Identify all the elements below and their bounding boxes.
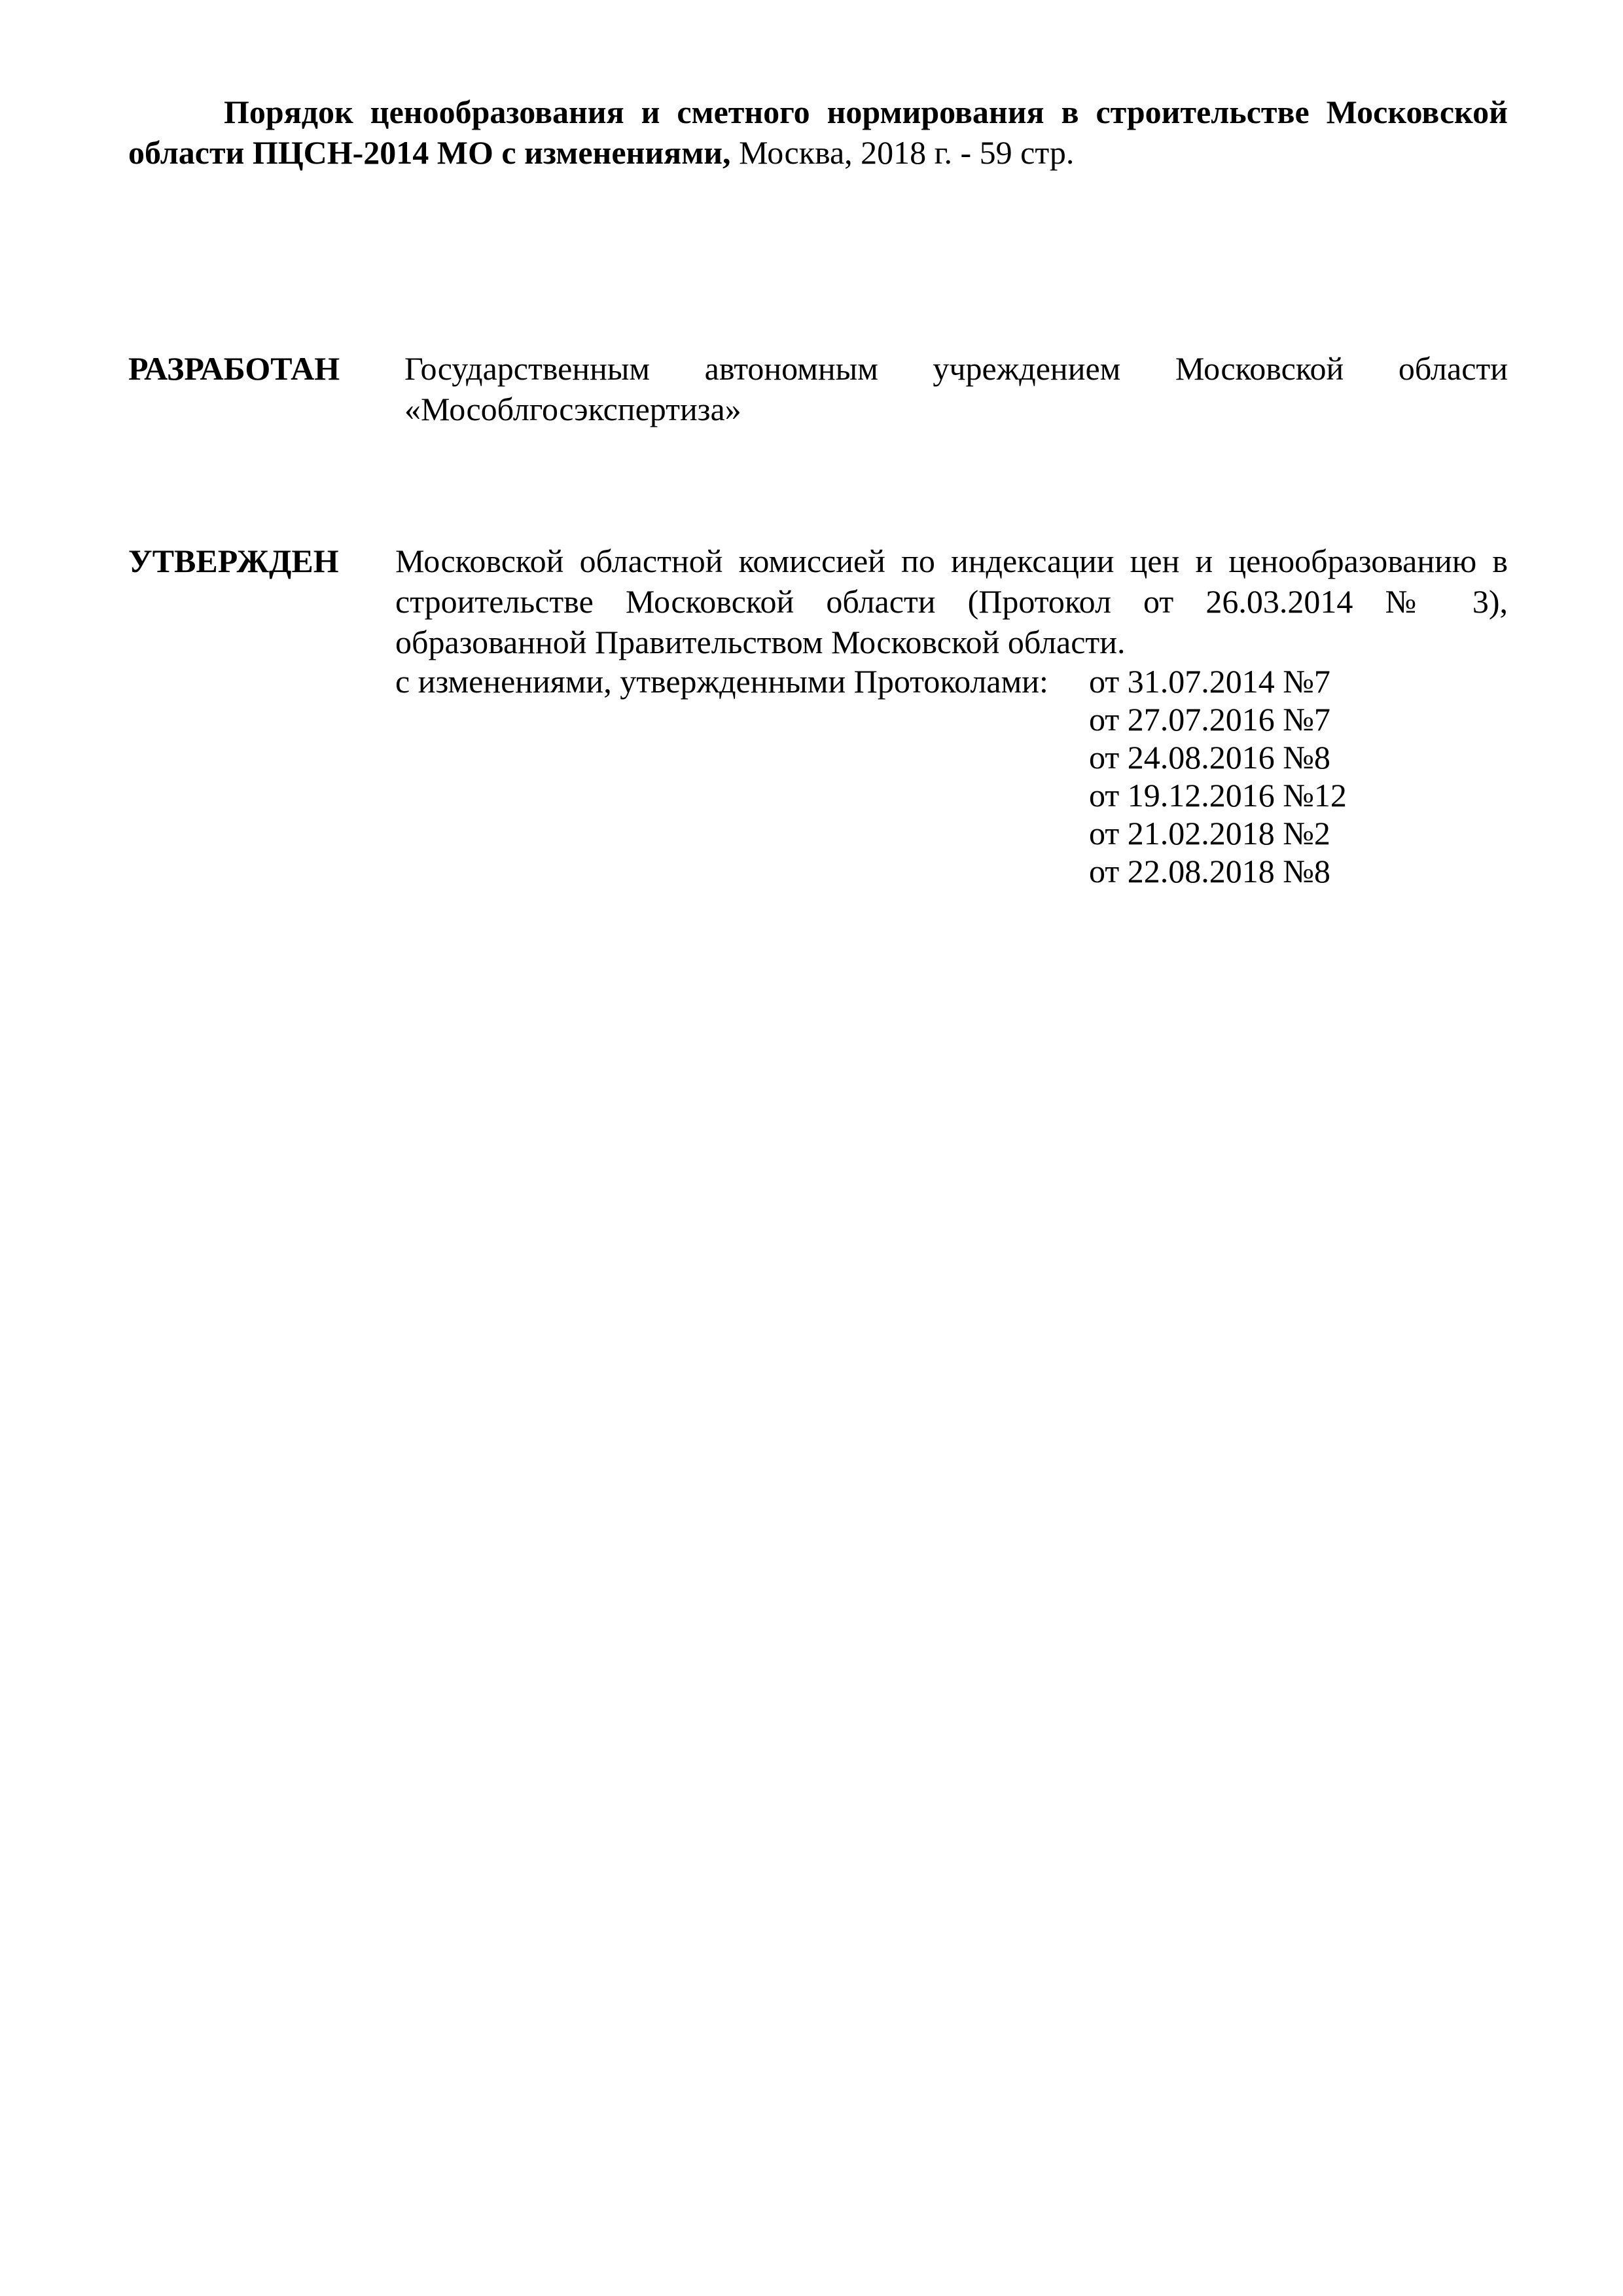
protocol-item: от 19.12.2016 №12: [1089, 777, 1347, 814]
approved-label: УТВЕРЖДЕН: [128, 543, 339, 579]
protocol-list: [1089, 662, 1347, 890]
approved-text: Московской областной комиссией по индексации цен и ценообразованию в строительстве Московской области (Протокол от 26.03.2014 № 3), образованной Правительством Московской области.: [395, 543, 1508, 660]
protocol-item: от 27.07.2016 №7: [1089, 701, 1330, 738]
document-title: [128, 92, 1508, 173]
changes-intro: с изменениями, утвержденными Протоколами:: [395, 663, 1048, 700]
protocol-item: от 21.02.2018 №2: [1089, 815, 1330, 852]
title-tail: Москва, 2018 г. - 59 стр.: [730, 134, 1075, 171]
title-bold-part: Порядок ценообразования и сметного нормирования в строительстве Московской области ПЦСН-2014 МО с изменениями,: [128, 94, 1508, 171]
developed-label: РАЗРАБОТАН: [128, 350, 340, 387]
changes-block: [395, 662, 1347, 890]
protocol-item: от 31.07.2014 №7: [1089, 663, 1330, 700]
developed-text: Государственным автономным учреждением Московской области «Мособлгосэкспертиза»: [404, 350, 1508, 427]
protocol-item: от 22.08.2018 №8: [1089, 853, 1330, 889]
protocol-item: от 24.08.2016 №8: [1089, 739, 1330, 776]
